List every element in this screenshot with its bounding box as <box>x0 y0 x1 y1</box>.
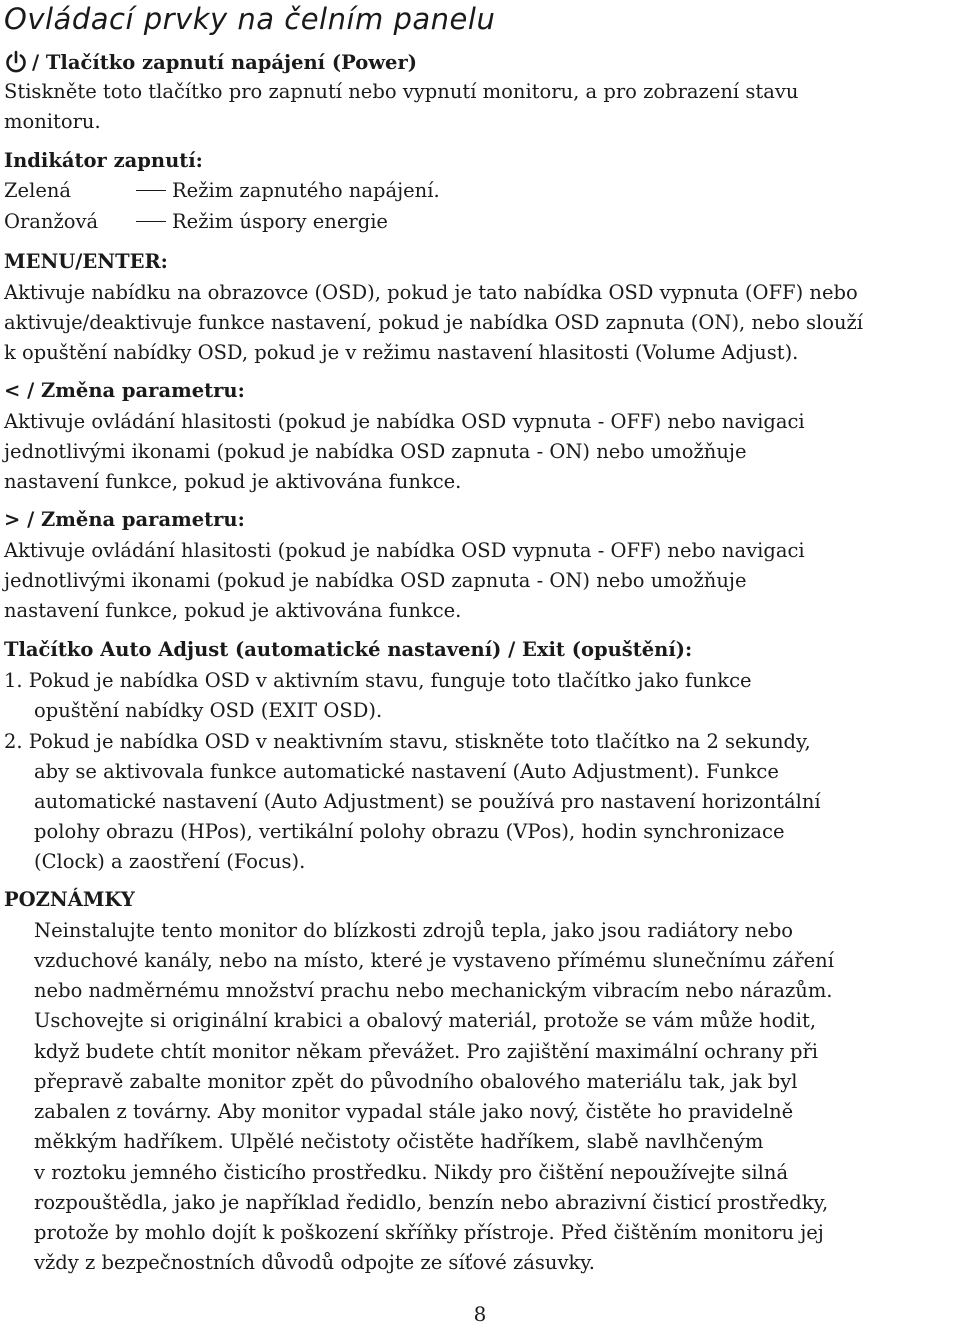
notes-heading: POZNÁMKY <box>4 888 135 911</box>
left-text: nastavení funkce, pokud je aktivována funkce. <box>4 470 462 493</box>
power-text: monitoru. <box>4 110 101 133</box>
indicator-value: Režim úspory energie <box>172 210 388 233</box>
indicator-row-orange <box>4 207 388 237</box>
auto-item-2: polohy obrazu (HPos), vertikální polohy obrazu (VPos), hodin synchronizace <box>34 820 785 843</box>
auto-item-2: automatické nastavení (Auto Adjustment) se používá pro nastavení horizontální <box>34 790 821 813</box>
notes-text: měkkým hadříkem. Ulpělé nečistoty očistěte hadříkem, slabě navlhčeným <box>34 1130 764 1153</box>
indicator-value: Režim zapnutého napájení. <box>172 179 440 202</box>
menu-heading: MENU/ENTER: <box>4 250 168 273</box>
left-text: jednotlivými ikonami (pokud je nabídka OSD zapnuta - ON) nebo umožňuje <box>4 440 747 463</box>
menu-text: aktivuje/deaktivuje funkce nastavení, pokud je nabídka OSD zapnuta (ON), nebo slouží <box>4 311 864 334</box>
dash <box>136 190 166 191</box>
notes-text: přepravě zabalte monitor zpět do původního obalového materiálu tak, jak byl <box>34 1070 798 1093</box>
notes-text: rozpouštědla, jako je například ředidlo, benzín nebo abrazivní čisticí prostředky, <box>34 1191 829 1214</box>
indicator-heading: Indikátor zapnutí: <box>4 149 203 172</box>
indicator-label: Oranžová <box>4 210 99 233</box>
right-heading: > / Změna parametru: <box>4 508 245 531</box>
auto-item-2: aby se aktivovala funkce automatické nastavení (Auto Adjustment). Funkce <box>34 760 779 783</box>
notes-text: když budete chtít monitor někam převážet. Pro zajištění maximální ochrany při <box>34 1040 819 1063</box>
left-heading: < / Změna parametru: <box>4 379 245 402</box>
notes-text: Neinstalujte tento monitor do blízkosti zdrojů tepla, jako jsou radiátory nebo <box>34 919 794 942</box>
page-title: Ovládací prvky na čelním panelu <box>4 2 496 36</box>
auto-item-2: (Clock) a zaostření (Focus). <box>34 850 306 873</box>
notes-text: protože by mohlo dojít k poškození skříňky přístroje. Před čištěním monitoru jej <box>34 1221 824 1244</box>
indicator-row-green <box>4 176 440 206</box>
notes-text: nebo nadměrnému množství prachu nebo mechanickým vibracím nebo nárazům. <box>34 979 833 1002</box>
left-text: Aktivuje ovládání hlasitosti (pokud je nabídka OSD vypnuta - OFF) nebo navigaci <box>4 410 805 433</box>
auto-item-1: opuštění nabídky OSD (EXIT OSD). <box>34 699 383 722</box>
notes-text: vždy z bezpečnostních důvodů odpojte ze síťové zásuvky. <box>34 1251 595 1274</box>
indicator-label: Zelená <box>4 179 72 202</box>
dash <box>136 221 166 222</box>
right-text: jednotlivými ikonami (pokud je nabídka OSD zapnuta - ON) nebo umožňuje <box>4 569 747 592</box>
auto-heading: Tlačítko Auto Adjust (automatické nastavení) / Exit (opuštění): <box>4 638 693 661</box>
menu-text: k opuštění nabídky OSD, pokud je v režimu nastavení hlasitosti (Volume Adjust). <box>4 341 799 364</box>
menu-text: Aktivuje nabídku na obrazovce (OSD), pokud je tato nabídka OSD vypnuta (OFF) nebo <box>4 281 858 304</box>
notes-text: zabalen z továrny. Aby monitor vypadal stále jako nový, čistěte ho pravidelně <box>34 1100 794 1123</box>
right-text: nastavení funkce, pokud je aktivována funkce. <box>4 599 462 622</box>
power-heading <box>4 48 417 78</box>
power-text: Stiskněte toto tlačítko pro zapnutí nebo vypnutí monitoru, a pro zobrazení stavu <box>4 80 799 103</box>
power-icon <box>4 50 28 74</box>
right-text: Aktivuje ovládání hlasitosti (pokud je nabídka OSD vypnuta - OFF) nebo navigaci <box>4 539 805 562</box>
notes-text: vzduchové kanály, nebo na místo, které je vystaveno přímému slunečnímu záření <box>34 949 834 972</box>
auto-item-1: 1. Pokud je nabídka OSD v aktivním stavu, funguje toto tlačítko jako funkce <box>4 669 752 692</box>
auto-item-2: 2. Pokud je nabídka OSD v neaktivním stavu, stiskněte toto tlačítko na 2 sekundy, <box>4 730 811 753</box>
notes-text: Uschovejte si originální krabici a obalový materiál, protože se vám může hodit, <box>34 1009 817 1032</box>
power-heading-text: / Tlačítko zapnutí napájení (Power) <box>32 51 417 74</box>
notes-text: v roztoku jemného čisticího prostředku. Nikdy pro čištění nepoužívejte silná <box>34 1161 789 1184</box>
page-number: 8 <box>473 1302 487 1326</box>
